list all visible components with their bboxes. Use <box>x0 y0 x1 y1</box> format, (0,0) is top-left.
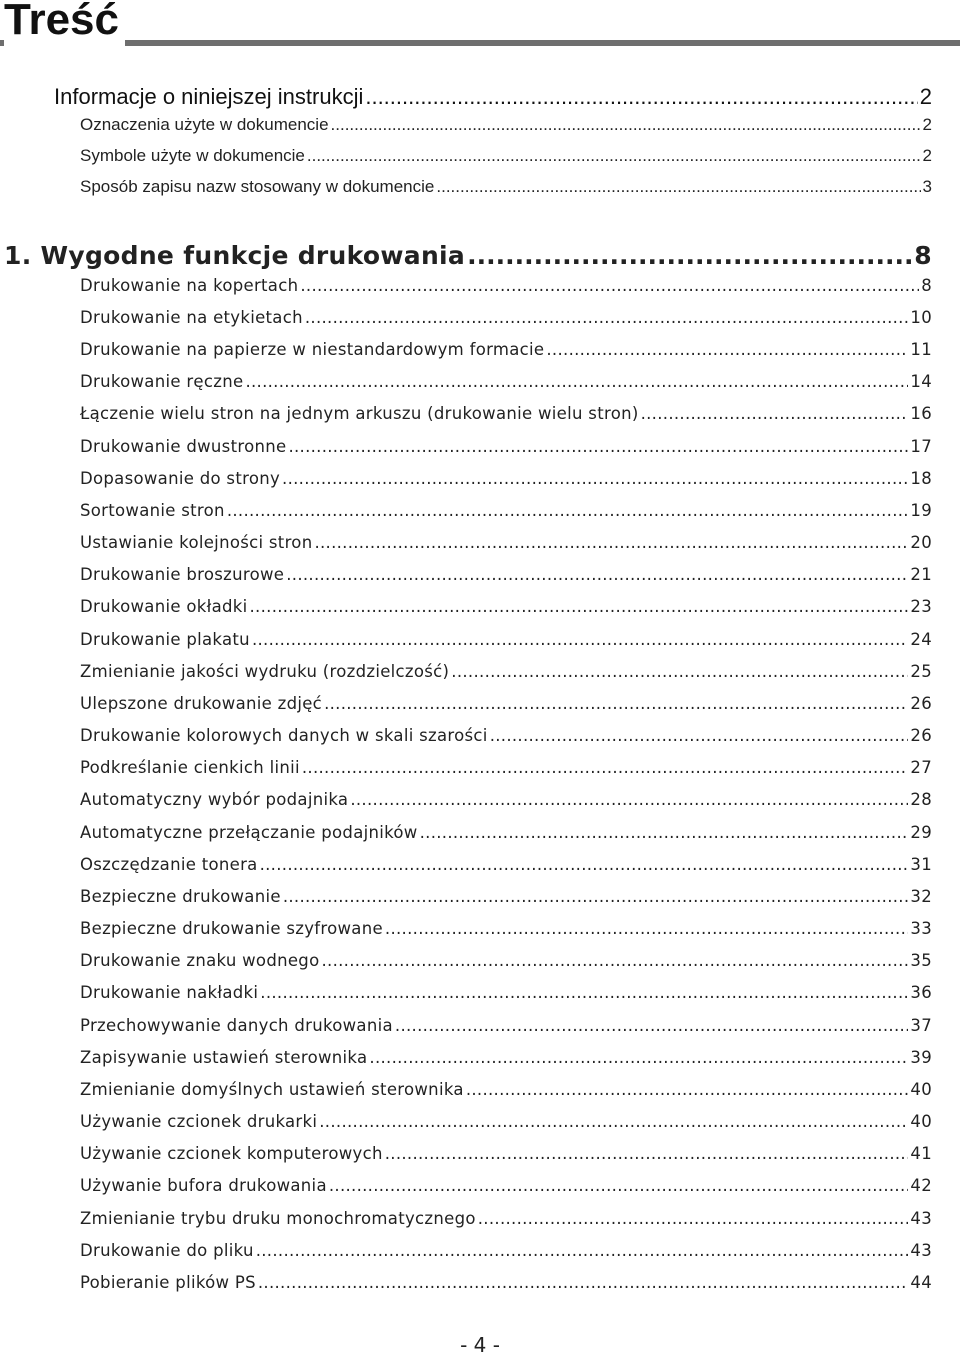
toc-entry-page: 2 <box>922 115 932 134</box>
toc-entry-page: 43 <box>910 1241 932 1260</box>
toc-entry[interactable] <box>80 372 932 391</box>
toc-leader-dots <box>329 1176 909 1195</box>
toc-entry-title: Drukowanie na kopertach <box>80 276 299 295</box>
toc-leader-dots <box>302 758 909 777</box>
toc-entry-title: Bezpieczne drukowanie <box>80 887 281 906</box>
toc-entry[interactable] <box>80 758 932 777</box>
toc-entry-title: Pobieranie plików PS <box>80 1273 256 1292</box>
toc-leader-dots <box>451 662 908 681</box>
toc-entry-title: Ustawianie kolejności stron <box>80 533 313 552</box>
toc-entry-page: 26 <box>910 726 932 745</box>
toc-leader-dots <box>258 1273 909 1292</box>
toc-entry[interactable] <box>80 983 932 1002</box>
toc-entry-page: 41 <box>910 1144 932 1163</box>
toc-entry-title: Bezpieczne drukowanie szyfrowane <box>80 919 383 938</box>
toc-entry[interactable] <box>80 1112 932 1131</box>
toc-entry-page: 25 <box>910 662 932 681</box>
toc-leader-dots <box>227 501 909 520</box>
toc-leader-dots <box>282 469 908 488</box>
toc-entry-page: 37 <box>910 1016 932 1035</box>
toc-entry-page: 20 <box>910 533 932 552</box>
toc-entry-page: 11 <box>910 340 932 359</box>
toc-entry-title: Przechowywanie danych drukowania <box>80 1016 393 1035</box>
toc-entry[interactable] <box>80 1016 932 1035</box>
toc-entry[interactable] <box>80 437 932 456</box>
toc-entry-title: Drukowanie znaku wodnego <box>80 951 320 970</box>
toc-entry-title: Drukowanie ręczne <box>80 372 244 391</box>
toc-entry[interactable] <box>80 146 932 166</box>
toc-entry[interactable] <box>80 630 932 649</box>
toc-leader-dots <box>395 1016 908 1035</box>
toc-leader-dots <box>546 340 908 359</box>
toc-entry[interactable] <box>80 501 932 520</box>
toc-leader-dots <box>641 404 909 423</box>
toc-entry[interactable] <box>80 1048 932 1067</box>
toc-entry-title: Drukowanie nakładki <box>80 983 259 1002</box>
toc-entry-page: 23 <box>910 597 932 616</box>
page-title: Treść <box>4 0 125 46</box>
toc-entry-title: Drukowanie na papierze w niestandardowym formacie <box>80 340 545 359</box>
page-number: - 4 - <box>460 1333 500 1357</box>
toc-entry[interactable] <box>80 1273 932 1292</box>
toc-entry-page: 8 <box>921 276 932 295</box>
toc-leader-dots <box>321 951 908 970</box>
toc-entry[interactable] <box>80 919 932 938</box>
toc-chapter-page: 8 <box>914 241 932 270</box>
toc-entry[interactable] <box>80 662 932 681</box>
toc-entry-title: Oszczędzanie tonera <box>80 855 258 874</box>
toc-entry[interactable] <box>80 115 932 135</box>
toc-entry[interactable] <box>80 533 932 552</box>
toc-entry[interactable] <box>80 308 932 327</box>
toc-entry-page: 14 <box>910 372 932 391</box>
toc-leader-dots <box>256 1241 909 1260</box>
toc-leader-dots <box>283 887 909 906</box>
toc-entry[interactable] <box>80 726 932 745</box>
toc-chapter-title: 1. Wygodne funkcje drukowania <box>4 241 466 270</box>
toc-chapter-entry[interactable] <box>4 241 932 270</box>
toc-entry-page: 32 <box>910 887 932 906</box>
toc-entry-title: Drukowanie broszurowe <box>80 565 285 584</box>
toc-entry-page: 39 <box>910 1048 932 1067</box>
toc-leader-dots <box>385 1144 909 1163</box>
toc-entry-page: 26 <box>910 694 932 713</box>
toc-entry-title: Drukowanie kolorowych danych w skali szarości <box>80 726 488 745</box>
toc-leader-dots <box>420 823 909 842</box>
toc-entry[interactable] <box>80 1080 932 1099</box>
toc-entry-page: 29 <box>910 823 932 842</box>
toc-entry-title: Drukowanie do pliku <box>80 1241 254 1260</box>
toc-entry-page: 2 <box>919 84 932 109</box>
toc-entry[interactable] <box>80 276 932 295</box>
toc-leader-dots <box>324 694 908 713</box>
toc-entry-page: 43 <box>910 1209 932 1228</box>
toc-entry[interactable] <box>80 790 932 809</box>
toc-leader-dots <box>490 726 909 745</box>
toc-leader-dots <box>467 241 912 270</box>
toc-entry-title: Dopasowanie do strony <box>80 469 281 488</box>
toc-entry-title: Łączenie wielu stron na jednym arkuszu (drukowanie wielu stron) <box>80 404 639 423</box>
toc-leader-dots <box>252 630 908 649</box>
toc-entry[interactable] <box>80 565 932 584</box>
toc-entry-page: 24 <box>910 630 932 649</box>
toc-leader-dots <box>250 597 909 616</box>
toc-entry-title: Zmienianie trybu druku monochromatycznego <box>80 1209 476 1228</box>
page-header <box>0 0 960 46</box>
toc-entry-page: 31 <box>910 855 932 874</box>
toc-leader-dots <box>436 177 920 197</box>
toc-leader-dots <box>365 84 917 110</box>
toc-entry-page: 42 <box>910 1176 932 1195</box>
toc-leader-dots <box>288 437 908 456</box>
toc-entry[interactable] <box>80 340 932 359</box>
toc-entry-page: 40 <box>910 1080 932 1099</box>
toc-entry-title: Sposób zapisu nazw stosowany w dokumencie <box>80 177 435 196</box>
toc-entry-page: 33 <box>910 919 932 938</box>
toc-entry-title: Używanie bufora drukowania <box>80 1176 327 1195</box>
toc-entry-page: 28 <box>910 790 932 809</box>
toc-intro-entry[interactable] <box>54 84 932 110</box>
toc-entry[interactable] <box>80 1241 932 1260</box>
toc-entry-title: Oznaczenia użyte w dokumencie <box>80 115 329 134</box>
toc-leader-dots <box>319 1112 908 1131</box>
header-rule <box>0 40 960 46</box>
toc-entry-title: Symbole użyte w dokumencie <box>80 146 305 165</box>
toc-entry[interactable] <box>80 1176 932 1195</box>
toc-entry-title: Zapisywanie ustawień sterownika <box>80 1048 368 1067</box>
toc-leader-dots <box>260 983 908 1002</box>
toc-entry-page: 36 <box>910 983 932 1002</box>
toc-leader-dots <box>305 308 909 327</box>
toc-entry-title: Używanie czcionek komputerowych <box>80 1144 383 1163</box>
toc-entry-page: 27 <box>910 758 932 777</box>
toc-entry-page: 10 <box>910 308 932 327</box>
toc-leader-dots <box>331 115 921 135</box>
toc-leader-dots <box>466 1080 909 1099</box>
toc-entry-page: 16 <box>910 404 932 423</box>
toc-leader-dots <box>286 565 908 584</box>
toc-entry-title: Drukowanie dwustronne <box>80 437 287 456</box>
toc-entry-title: Automatyczne przełączanie podajników <box>80 823 418 842</box>
toc-entry-page: 2 <box>922 146 932 165</box>
toc-leader-dots <box>385 919 908 938</box>
toc-leader-dots <box>307 146 921 166</box>
toc-entry-page: 35 <box>910 951 932 970</box>
toc-entry[interactable] <box>80 1144 932 1163</box>
toc-entry-title: Zmienianie domyślnych ustawień sterownika <box>80 1080 464 1099</box>
toc-entry-title: Podkreślanie cienkich linii <box>80 758 300 777</box>
toc-entry[interactable] <box>80 469 932 488</box>
toc-leader-dots <box>245 372 908 391</box>
toc-entry-page: 18 <box>910 469 932 488</box>
toc-entry-page: 19 <box>910 501 932 520</box>
toc-leader-dots <box>260 855 909 874</box>
toc-entry-title: Zmienianie jakości wydruku (rozdzielczość) <box>80 662 450 681</box>
toc-entry[interactable] <box>80 855 932 874</box>
toc-entry[interactable] <box>80 404 932 423</box>
toc-leader-dots <box>478 1209 909 1228</box>
toc-entry-title: Ulepszone drukowanie zdjęć <box>80 694 323 713</box>
toc-entry[interactable] <box>80 951 932 970</box>
toc-entry-page: 21 <box>910 565 932 584</box>
toc-entry-title: Drukowanie okładki <box>80 597 248 616</box>
toc-entry-title: Sortowanie stron <box>80 501 225 520</box>
toc-entry-title: Automatyczny wybór podajnika <box>80 790 349 809</box>
toc-entry-page: 44 <box>910 1273 932 1292</box>
toc-leader-dots <box>300 276 919 295</box>
toc-entry-title: Drukowanie na etykietach <box>80 308 303 327</box>
toc-entry[interactable] <box>80 177 932 197</box>
toc-leader-dots <box>350 790 908 809</box>
toc-entry[interactable] <box>80 694 932 713</box>
toc-entry[interactable] <box>80 823 932 842</box>
toc-entry-page: 3 <box>922 177 932 196</box>
toc-entry-title: Używanie czcionek drukarki <box>80 1112 318 1131</box>
toc-leader-dots <box>314 533 908 552</box>
toc-entry[interactable] <box>80 887 932 906</box>
toc-entry[interactable] <box>80 597 932 616</box>
toc-entry-title: Informacje o niniejszej instrukcji <box>54 84 364 109</box>
toc-entry-page: 40 <box>910 1112 932 1131</box>
toc-entry-page: 17 <box>910 437 932 456</box>
toc-leader-dots <box>369 1048 908 1067</box>
toc-entry-title: Drukowanie plakatu <box>80 630 250 649</box>
toc-entry[interactable] <box>80 1209 932 1228</box>
